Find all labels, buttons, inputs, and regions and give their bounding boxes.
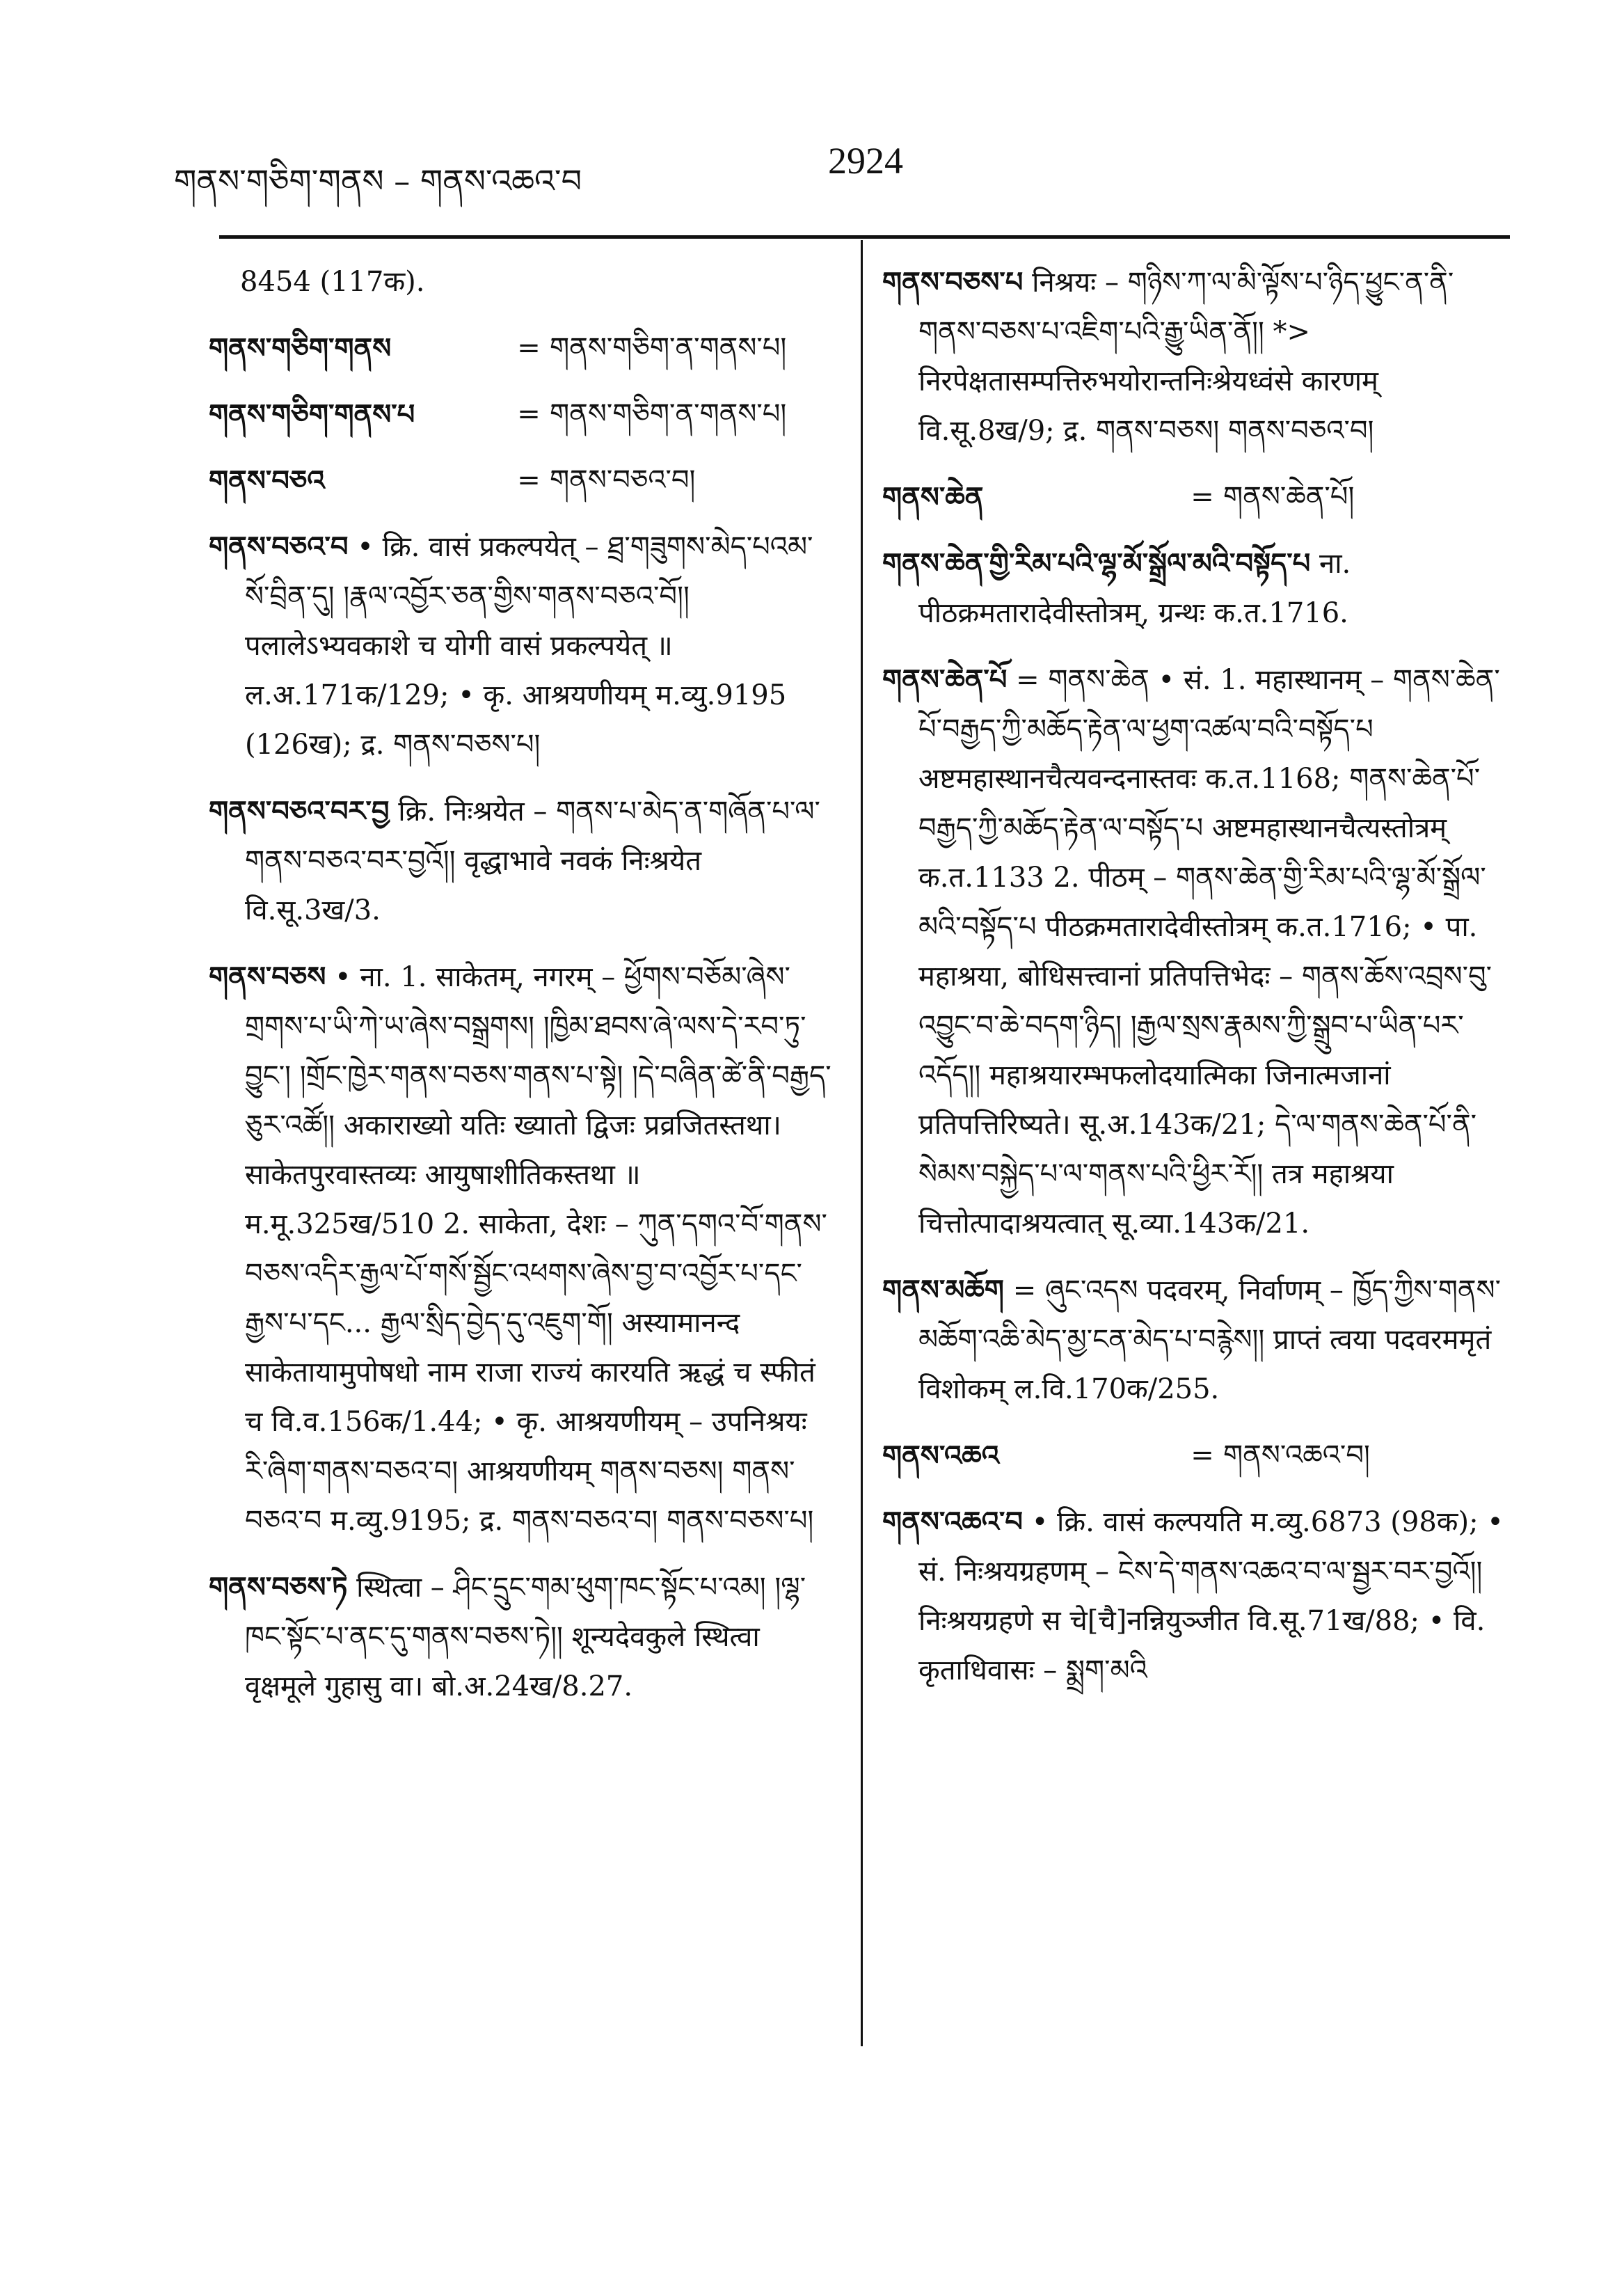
left-column bbox=[209, 258, 835, 1728]
dictionary-entry bbox=[209, 522, 835, 770]
equals-sign: = bbox=[1191, 481, 1214, 513]
headword: གནས་ཆེན་པོ bbox=[882, 663, 1008, 696]
dictionary-entry bbox=[882, 655, 1505, 1249]
entry-body: क्रि. निःश्रयेत – གནས་པ་མེད་ན་གཞོན་པ་ལ་གནས་བཅའ་བར་བྱའོ།། वृद्धाभावे नवकं निःश्रयेत वि.सू.3ख/3. bbox=[245, 796, 820, 926]
cross-reference: གནས་བཅའ་བ། bbox=[550, 464, 696, 496]
headword: གནས་བཅའ་བ bbox=[209, 530, 349, 563]
headword: གནས་བཅས་ཏེ bbox=[209, 1571, 348, 1604]
headword: གནས་མཆོག bbox=[882, 1274, 1004, 1306]
right-column bbox=[882, 258, 1505, 1712]
entry-body: स्थित्वा – ཤིང་དྲུང་གམ་ཕུག་ཁང་སྟོང་པ་འམ། །ལྷ་ཁང་སྟོང་པ་ནང་དུ་གནས་བཅས་ཏེ།། शून्यदेवकुले स्थित्वा वृक्षमूले गुहासु वा। बो.अ.24ख/8.27. bbox=[245, 1572, 806, 1702]
headword: གནས་འཆའ་བ bbox=[882, 1505, 1023, 1538]
headword: གནས་བཅའ bbox=[209, 464, 325, 497]
continuation-text: 8454 (117क). bbox=[240, 266, 425, 298]
entry-row bbox=[209, 324, 835, 373]
entry-row bbox=[209, 456, 835, 505]
dictionary-entry bbox=[882, 258, 1505, 456]
entry-body: ना. पीठक्रमतारादेवीस्तोत्रम्, ग्रन्थः क.त.1716. bbox=[918, 548, 1351, 629]
cross-reference: གནས་ཆེན་པོ། bbox=[1223, 481, 1355, 513]
dictionary-entry bbox=[882, 1497, 1505, 1695]
headword: གནས་གཅིག་གནས bbox=[209, 332, 392, 365]
header-rule bbox=[219, 235, 1510, 239]
equals-sign: = bbox=[517, 332, 541, 364]
headword: གནས་ཆེན bbox=[882, 481, 984, 514]
page-header bbox=[174, 139, 1496, 216]
equals-sign: = bbox=[517, 464, 541, 496]
entry-row bbox=[882, 473, 1505, 522]
cross-reference: གནས་གཅིག་ན་གནས་པ། bbox=[550, 332, 787, 364]
entry-body: = ཞུང་འདས पदवरम्, निर्वाणम् – ཁྱོད་ཀྱིས་གནས་མཆོག་འཆི་མེད་མྱ་ངན་མེད་པ་བརྙེས།། प्राप्तं त्वया पदवरममृतं विशोकम् ल.वि.170क/255. bbox=[918, 1274, 1501, 1405]
headword: གནས་གཅིག་གནས་པ bbox=[209, 398, 415, 431]
cross-reference: གནས་འཆའ་བ། bbox=[1223, 1439, 1370, 1471]
headword: གནས་བཅས་པ bbox=[882, 266, 1024, 299]
entry-body: • क्रि. वासं कल्पयति म.व्यु.6873 (98क); • सं. निःश्रयग्रहणम् – ངེས་དེ་གནས་འཆའ་བ་ལ་སྦྱར་བར་བྱའོ།། निःश्रयग्रहणे स चे[चै]नन्नियुञ्जीत वि.सू.71ख/88; • वि. कृताधिवासः – སྨྲག་མའི bbox=[918, 1506, 1504, 1686]
entry-body: = གནས་ཆེན • सं. 1. महास्थानम् – གནས་ཆེན་པོ་བརྒྱད་ཀྱི་མཆོད་རྟེན་ལ་ཕྱག་འཚལ་བའི་བསྟོད་པ अष्टमहास्थानचैत्यवन्दनास्तवः क.त.1168; གནས་ཆེན་པོ་བརྒྱད་ཀྱི་མཆོད་རྟེན་ལ་བསྟོད་པ अष्टमहास्थानचैत्यस्तोत्रम् क.त.1133 2. पीठम् – གནས་ཆེན་གྱི་རིམ་པའི་ལྷ་མོ་སྒྲོལ་མའི་བསྟོད་པ पीठक्रमतारादेवीस्तोत्रम् क.त.1716; • पा. महाश्रया, बोधिसत्त्वानां प्रतिपत्तिभेदः – གནས་ཆོས་འབྲས་བུ་འབྱུང་བ་ཆེ་བདག་ཉིད། །རྒྱལ་སྲས་རྣམས་ཀྱི་སྒྲུབ་པ་ཡིན་པར་འདོད།། महाश्रयारम्भफलोदयात्मिका जिनात्मजानां प्रतिपत्तिरिष्यते। सू.अ.143क/21; དེ་ལ་གནས་ཆེན་པོ་ནི་སེམས་བསྐྱེད་པ་ལ་གནས་པའི་ཕྱིར་རོ།། तत्र महाश्रया चित्तोत्पादाश्रयत्वात् सू.व्या.143क/21. bbox=[918, 664, 1500, 1240]
headword: གནས་བཅས bbox=[209, 960, 326, 993]
entry-row bbox=[882, 1431, 1505, 1480]
column-divider bbox=[861, 240, 863, 2046]
dictionary-entry bbox=[209, 1563, 835, 1711]
equals-sign: = bbox=[1191, 1439, 1214, 1471]
entry-body: • क्रि. वासं प्रकल्पयेत् – ཐྲ་གཟུགས་མེད་པའམ་སོ་བྲིན་དུ། །རྣལ་འབྱོར་ཅན་གྱིས་གནས་བཅའ་བོ།། पलालेऽभ्यवकाशे च योगी वासं प्रकल्पयेत् ॥ ल.अ.171क/129; • कृ. आश्रयणीयम् म.व्यु.9195 (126ख); द्र. གནས་བཅས་པ། bbox=[245, 531, 813, 761]
headword: གནས་ཆེན་གྱི་རིམ་པའི་ལྷ་མོ་སྒྲོལ་མའི་བསྟོད་པ bbox=[882, 547, 1311, 580]
dictionary-entry bbox=[209, 952, 835, 1546]
dictionary-entry bbox=[209, 786, 835, 935]
headword: གནས་འཆའ bbox=[882, 1439, 999, 1472]
entry-body: निश्रयः – གཉིས་ཀ་ལ་མི་ལྟོས་པ་ཉིད་ཕྱུང་ན་ནི་གནས་བཅས་པ་འཇིག་པའི་རྒྱུ་ཡིན་ནོ།། *> निरपेक्षतासम्पत्तिरुभयोरान्तनिःश्रेयध्वंसे कारणम् वि.सू.8ख/9; द्र. གནས་བཅས། གནས་བཅའ་བ། bbox=[918, 267, 1454, 447]
entry-row bbox=[209, 390, 835, 439]
dictionary-entry bbox=[882, 1265, 1505, 1414]
page-number: 2924 bbox=[828, 140, 903, 182]
dictionary-entry bbox=[882, 539, 1505, 638]
entry-body: • ना. 1. साकेतम्, नगरम् – ཕྱོགས་བཅོམ་ཞེས་གྲགས་པ་ཡི་ཀེ་ཡ་ཞེས་བསྒྲགས། །ཁྱིམ་ཐབས་ཞེ་ལས་དེ་རབ་ཏུ་བྱུང་། །གྲོང་ཁྱེར་གནས་བཅས་གནས་པ་སྟེ། །དེ་བཞིན་ཚེ་ནི་བརྒྱད་ཅུར་འཚོ།། अकाराख्यो यतिः ख्यातो द्विजः प्रव्रजितस्तथा। साकेतपुरवास्तव्यः आयुषाशीतिकस्तथा ॥ म.मू.325ख/510 2. साकेता, देशः – ཀུན་དགའ་བོ་གནས་བཅས་འདིར་རྒྱལ་པོ་གསོ་སྦྱོང་འཕགས་ཞེས་བྱ་བ་འབྱོར་པ་དང་རྒྱས་པ་དང... རྒྱལ་སྲིད་བྱེད་དུ་འཇུག་གོ། अस्यामानन्द साकेतायामुपोषधो नाम राजा राज्यं कारयति ऋद्धं च स्फीतं च वि.व.156क/1.44; • कृ. आश्रयणीयम् – उपनिश्रयः རི་ཞིག་གནས་བཅའ་བ། आश्रयणीयम् གནས་བཅས། གནས་བཅའ་བ म.व्यु.9195; द्र. གནས་བཅའ་བ། གནས་བཅས་པ། bbox=[245, 961, 831, 1537]
headword: གནས་བཅའ་བར་བྱ bbox=[209, 795, 390, 828]
cross-reference: གནས་གཅིག་ན་གནས་པ། bbox=[550, 398, 787, 430]
running-head: གནས་གཅིག་གནས – གནས་འཆའ་བ bbox=[174, 162, 582, 200]
equals-sign: = bbox=[517, 398, 541, 430]
